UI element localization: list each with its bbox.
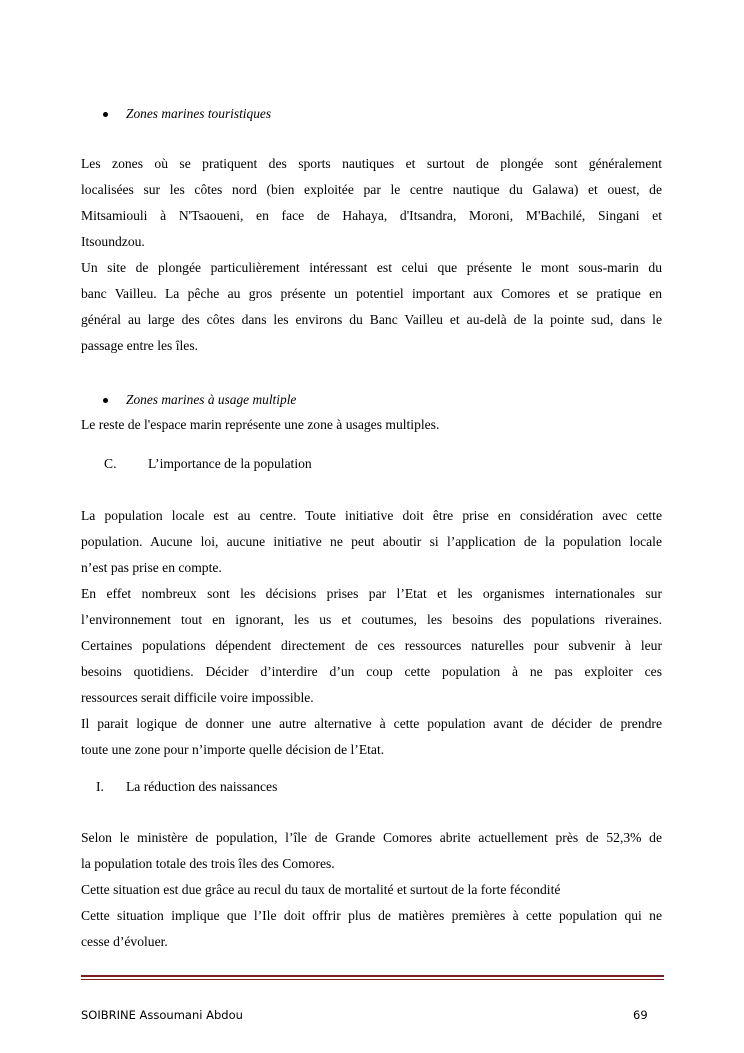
footer-divider [81,979,664,980]
text-line: Certaines populations dépendent directement de ces ressources naturelles pour subvenir à leur [81,638,662,653]
text-line: Cette situation est due grâce au recul du taux de mortalité et surtout de la forte fécondité [81,882,561,897]
text-line: Il parait logique de donner une autre alternative à cette population avant de décider de prendre [81,716,662,731]
section-number: C. [104,456,117,471]
text-line: Mitsamiouli à N'Tsaoueni, en face de Hahaya, d'Itsandra, Moroni, M'Bachilé, Singani et [81,208,662,223]
text-line: toute une zone pour n’importe quelle décision de l’Etat. [81,742,385,757]
bullet-dot-icon [103,112,108,117]
paragraph-population [81,503,662,763]
text-line: général au large des côtes dans les environs du Banc Vailleu et au-delà de la pointe sud, dans le [81,312,662,327]
text-line: Itsoundzou. [81,234,145,249]
text-line: En effet nombreux sont les décisions prises par l’Etat et les organismes internationales sur [81,586,662,601]
text-line: population. Aucune loi, aucune initiative ne peut aboutir si l’application de la population locale [81,534,662,549]
text-line: cesse d’évoluer. [81,934,168,949]
section-number: I. [96,779,104,794]
text-line: n’est pas prise en compte. [81,560,222,575]
text-line: Cette situation implique que l’Ile doit offrir plus de matières premières à cette population qui ne [81,908,662,923]
text-line: passage entre les îles. [81,338,199,353]
bullet-heading-usage-multiple: Zones marines à usage multiple [126,392,297,407]
page-number: 69 [633,1008,648,1022]
paragraph-touristiques [81,151,662,359]
section-heading: La réduction des naissances [126,779,278,794]
section-heading: L’importance de la population [148,456,312,471]
text-line: Selon le ministère de population, l’île de Grande Comores abrite actuellement près de 52,3% de [81,830,662,845]
footer-divider [81,975,664,977]
text-line: l’environnement tout en ignorant, les us et coutumes, les besoins des populations riveraines. [81,612,662,627]
bullet-heading-touristiques: Zones marines touristiques [126,106,272,121]
text-line: La population locale est au centre. Toute initiative doit être prise en considération avec cette [81,508,662,523]
text-line: banc Vailleu. La pêche au gros présente un potentiel important aux Comores et se pratique en [81,286,662,301]
footer-author: SOIBRINE Assoumani Abdou [81,1008,243,1022]
text-line: Les zones où se pratiquent des sports nautiques et surtout de plongée sont généralement [81,156,662,171]
text-line: Le reste de l'espace marin représente une zone à usages multiples. [81,417,440,432]
text-line: localisées sur les côtes nord (bien exploitée par le centre nautique du Galawa) et ouest, de [81,182,662,197]
text-line: ressources serait difficile voire impossible. [81,690,314,705]
text-line: Un site de plongée particulièrement intéressant est celui que présente le mont sous-marin du [81,260,662,275]
text-line: la population totale des trois îles des Comores. [81,856,335,871]
bullet-dot-icon [103,398,108,403]
paragraph-naissances [81,825,662,955]
text-line: besoins quotidiens. Décider d’interdire d’un coup cette population à ne pas exploiter ces [81,664,662,679]
